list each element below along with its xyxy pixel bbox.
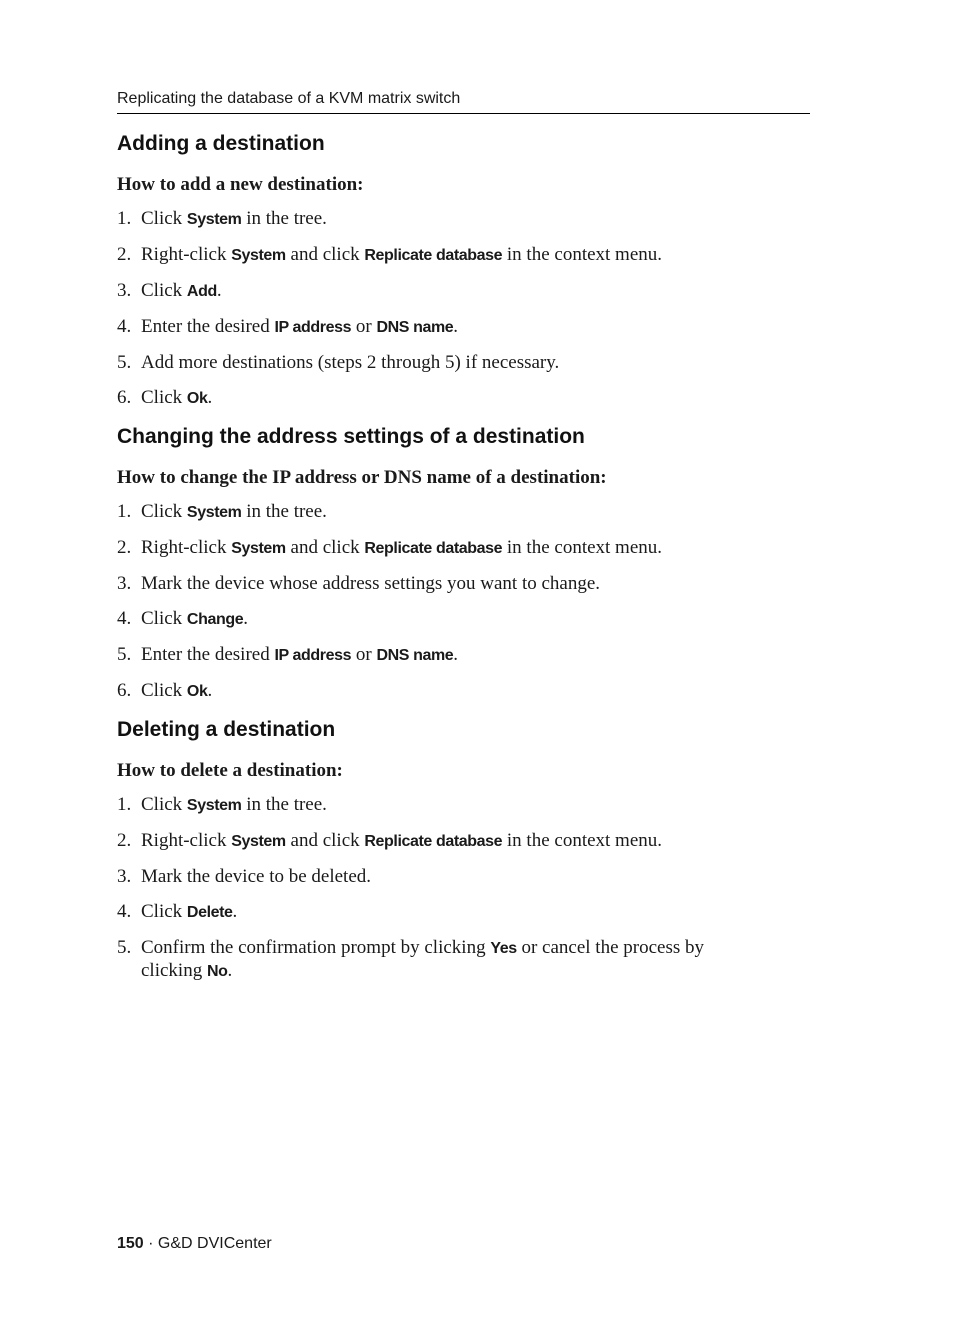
ui-term: System	[186, 797, 242, 814]
step-text: in the context menu.	[502, 244, 663, 265]
step-text: Click	[141, 901, 187, 922]
step-text: .	[453, 316, 459, 337]
list-item	[117, 901, 757, 924]
ui-term: System	[186, 504, 242, 521]
page-footer	[117, 1234, 272, 1254]
ui-term: Ok	[186, 683, 208, 700]
ui-term: System	[231, 247, 286, 264]
ui-term: Replicate database	[364, 247, 503, 264]
step-text: Right-click	[141, 830, 232, 851]
section-heading: Adding a destination	[117, 132, 325, 155]
list-item	[117, 352, 757, 374]
step-number: 5.	[117, 644, 132, 665]
step-number: 6.	[117, 680, 132, 701]
step-number: 3.	[117, 280, 132, 301]
header-rule	[117, 113, 810, 114]
howto-label: How to delete a destination:	[117, 760, 343, 781]
step-text: Enter the desired	[141, 644, 275, 665]
list-item	[117, 501, 757, 524]
list-item	[117, 537, 757, 560]
step-text: in the tree.	[241, 501, 327, 522]
step-text: and click	[285, 244, 365, 265]
step-text: .	[216, 280, 222, 301]
step-text: or cancel the process by clicking	[141, 937, 705, 981]
step-number: 4.	[117, 901, 132, 922]
product-name: G&D DVICenter	[157, 1235, 272, 1252]
list-item	[117, 208, 757, 231]
step-text: Add more destinations (steps 2 through 5) if necessary.	[141, 352, 560, 373]
step-text: Click	[141, 387, 187, 408]
ui-term: Replicate database	[364, 540, 503, 557]
step-text: Right-click	[141, 244, 232, 265]
ui-term: Add	[186, 283, 217, 300]
ui-term: Replicate database	[364, 833, 503, 850]
step-text: Enter the desired	[141, 316, 275, 337]
step-number: 4.	[117, 316, 132, 337]
step-text: and click	[285, 537, 365, 558]
howto-label: How to add a new destination:	[117, 174, 364, 195]
step-text: and click	[285, 830, 365, 851]
step-text: .	[453, 644, 459, 665]
step-text: Click	[141, 680, 187, 701]
step-number: 3.	[117, 866, 132, 887]
page-number: 150	[117, 1235, 144, 1252]
list-item	[117, 387, 757, 410]
step-text: Click	[141, 208, 187, 229]
step-number: 5.	[117, 352, 132, 373]
list-item	[117, 316, 757, 339]
step-text: Confirm the confirmation prompt by clicking	[141, 937, 491, 958]
list-item	[117, 280, 757, 303]
step-text: in the context menu.	[502, 830, 663, 851]
steps-list	[117, 501, 757, 703]
step-text: Mark the device whose address settings you want to change.	[141, 573, 601, 594]
step-text: in the tree.	[241, 794, 327, 815]
ui-term: System	[231, 540, 286, 557]
ui-term: DNS name	[376, 319, 454, 336]
step-text: or	[351, 316, 377, 337]
step-text: Click	[141, 608, 187, 629]
step-number: 6.	[117, 387, 132, 408]
ui-term: System	[186, 211, 242, 228]
ui-term: IP address	[274, 319, 352, 336]
ui-term: Ok	[186, 390, 208, 407]
ui-term: Yes	[490, 940, 517, 957]
step-text: .	[243, 608, 248, 629]
list-item	[117, 830, 757, 853]
steps-list	[117, 794, 757, 983]
step-text: Click	[141, 501, 187, 522]
step-text: .	[232, 901, 238, 922]
step-number: 3.	[117, 573, 132, 594]
list-item	[117, 866, 757, 888]
step-number: 1.	[117, 794, 132, 815]
list-item	[117, 608, 757, 631]
step-text: .	[207, 387, 213, 408]
step-number: 2.	[117, 830, 132, 851]
list-item	[117, 244, 757, 267]
step-number: 1.	[117, 501, 132, 522]
step-text: .	[227, 960, 233, 981]
step-text: in the tree.	[241, 208, 327, 229]
step-number: 1.	[117, 208, 132, 229]
section-adding	[117, 131, 757, 423]
howto-label: How to change the IP address or DNS name of a destination:	[117, 467, 607, 488]
ui-term: IP address	[274, 647, 352, 664]
running-header: Replicating the database of a KVM matrix switch	[117, 90, 461, 107]
step-number: 4.	[117, 608, 132, 629]
ui-term: System	[231, 833, 286, 850]
list-item	[117, 937, 757, 983]
ui-term: Change	[186, 611, 244, 628]
section-changing	[117, 424, 757, 716]
ui-term: Delete	[186, 904, 233, 921]
list-item	[117, 794, 757, 817]
step-text: .	[207, 680, 213, 701]
step-text: Click	[141, 794, 187, 815]
footer-separator: ·	[143, 1235, 158, 1252]
steps-list	[117, 208, 757, 410]
step-text: or	[351, 644, 377, 665]
step-text: Click	[141, 280, 187, 301]
step-text: Mark the device to be deleted.	[141, 866, 372, 887]
ui-term: DNS name	[376, 647, 454, 664]
section-heading: Deleting a destination	[117, 718, 336, 741]
step-text: in the context menu.	[502, 537, 663, 558]
ui-term: No	[206, 963, 228, 980]
section-deleting	[117, 717, 757, 996]
step-number: 5.	[117, 937, 132, 958]
step-text: Right-click	[141, 537, 232, 558]
list-item	[117, 644, 757, 667]
step-number: 2.	[117, 244, 132, 265]
step-number: 2.	[117, 537, 132, 558]
list-item	[117, 573, 757, 595]
section-heading: Changing the address settings of a destination	[117, 425, 585, 448]
list-item	[117, 680, 757, 703]
